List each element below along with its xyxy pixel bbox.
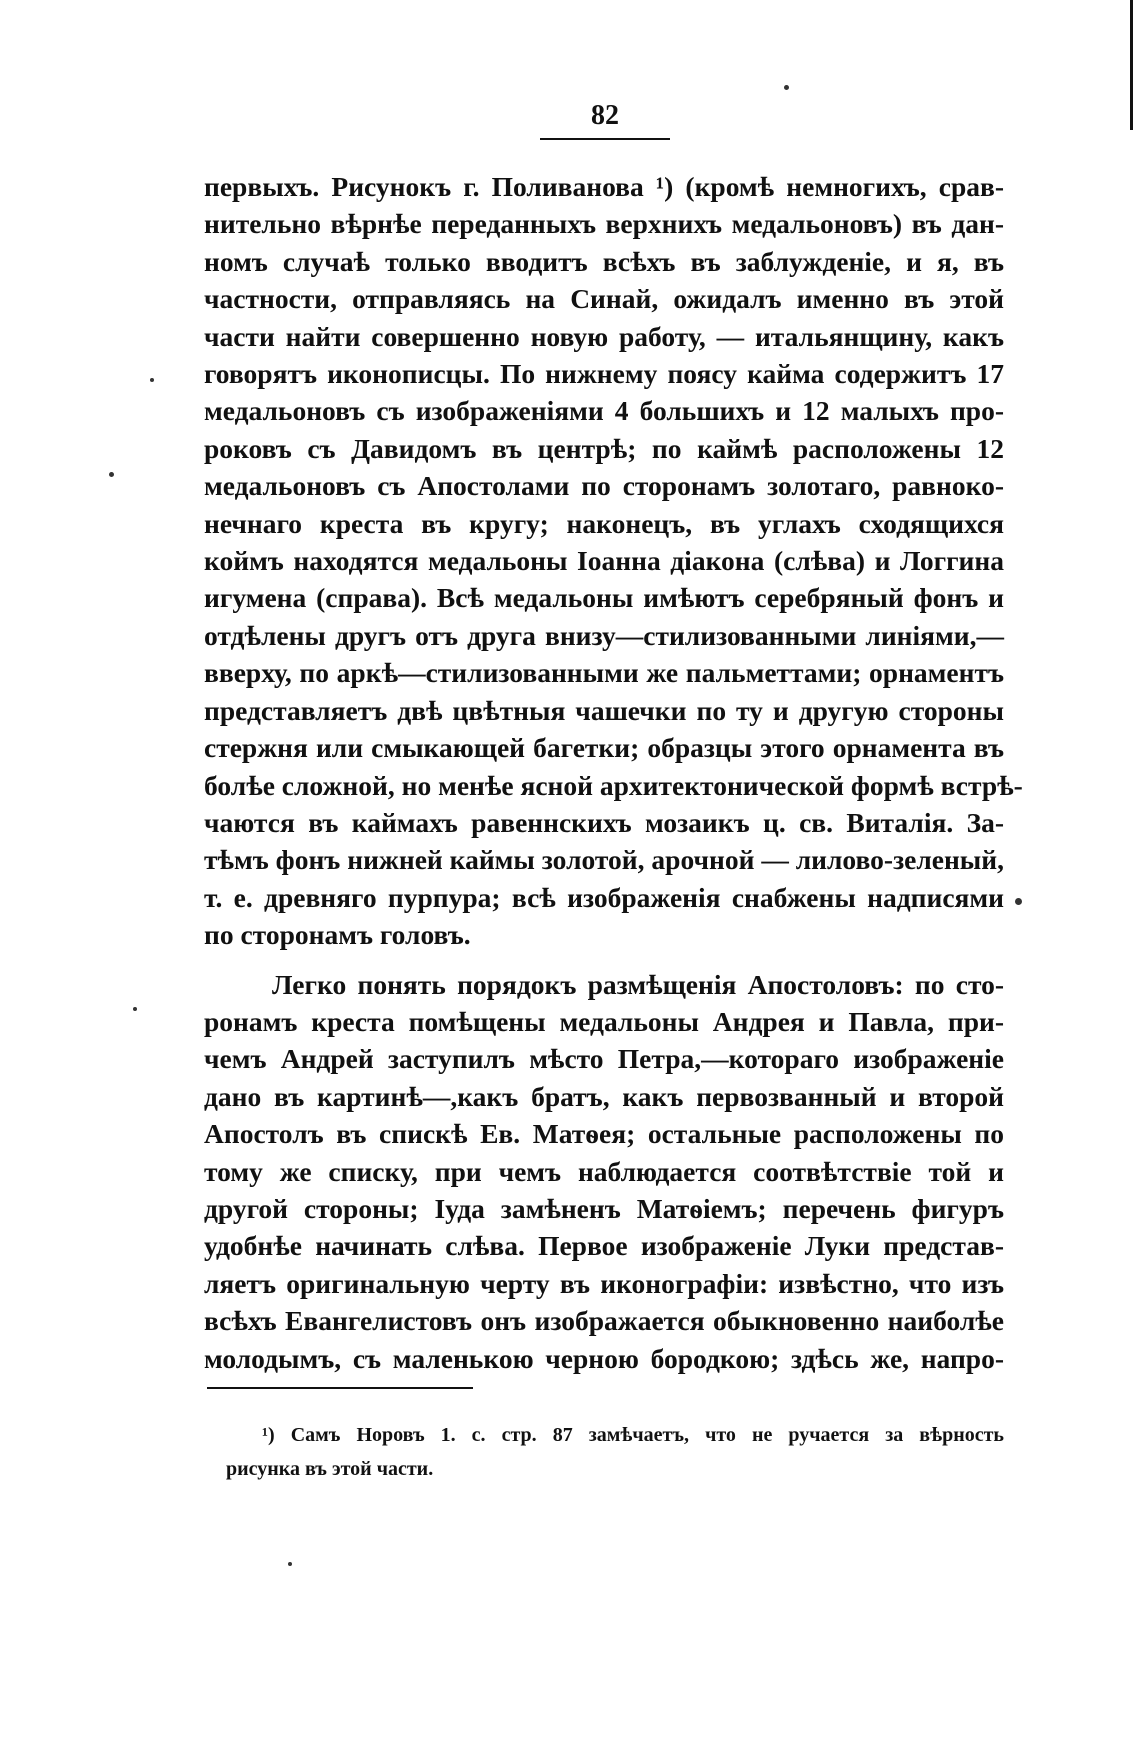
- text-line: чаются въ каймахъ равеннскихъ мозаикъ ц. св. Виталія. За-: [204, 806, 1004, 838]
- text-line: частности, отправляясь на Синай, ожидалъ именно въ этой: [204, 283, 1004, 315]
- scan-edge-line: [1130, 0, 1133, 130]
- text-line: вверху, по аркѣ—стилизованными же пальметтами; орнаментъ: [204, 657, 1004, 689]
- text-line: Легко понять порядокъ размѣщенія Апостоловъ: по сто-: [272, 968, 1004, 1000]
- text-line: нечнаго креста въ кругу; наконецъ, въ углахъ сходящихся: [204, 507, 1004, 539]
- text-line: нительно вѣрнѣе переданныхъ верхнихъ медальоновъ) въ дан-: [204, 208, 1004, 240]
- paragraph: [204, 966, 1004, 1377]
- footnote-line: ¹) Самъ Норовъ 1. с. стр. 87 замѣчаетъ, что не ручается за вѣрность: [262, 1424, 1004, 1446]
- scan-speck: [150, 378, 154, 382]
- text-line: Апостолъ въ спискѣ Ев. Матѳея; остальные расположены по: [204, 1118, 1004, 1150]
- footnote-divider: [207, 1387, 473, 1389]
- scan-speck: [109, 472, 114, 477]
- scan-speck: [784, 85, 789, 90]
- footnote-line: рисунка въ этой части.: [226, 1458, 434, 1480]
- paragraph-gap: [204, 954, 1004, 966]
- text-line: игумена (справа). Всѣ медальоны имѣютъ серебряный фонъ и: [204, 582, 1004, 614]
- text-line: по сторонамъ головъ.: [204, 919, 471, 951]
- text-line: представляетъ двѣ цвѣтныя чашечки по ту и другую стороны: [204, 694, 1004, 726]
- text-line: тѣмъ фонъ нижней каймы золотой, арочной — лилово-зеленый,: [204, 844, 1004, 876]
- text-line: номъ случаѣ только вводитъ всѣхъ въ заблужденіе, и я, въ: [204, 245, 1004, 277]
- text-line: т. е. древняго пурпура; всѣ изображенія снабжены надписями: [204, 881, 1004, 913]
- text-line: болѣе сложной, но менѣе ясной архитектонической формѣ встрѣ-: [204, 769, 1023, 801]
- text-line: роковъ съ Давидомъ въ центрѣ; по каймѣ расположены 12: [204, 432, 1004, 464]
- text-line: молодымъ, съ маленькою черною бородкою; здѣсь же, напро-: [204, 1342, 1004, 1374]
- text-line: удобнѣе начинать слѣва. Первое изображеніе Луки представ-: [204, 1230, 1004, 1262]
- scan-speck: [133, 1007, 137, 1011]
- scan-speck: [1015, 898, 1022, 905]
- text-line: другой стороны; Іуда замѣненъ Матѳіемъ; перечень фигуръ: [204, 1192, 1004, 1224]
- page-number: 82: [540, 100, 670, 140]
- text-line: чемъ Андрей заступилъ мѣсто Петра,—котораго изображеніе: [204, 1043, 1004, 1075]
- text-line: медальоновъ съ изображеніями 4 большихъ и 12 малыхъ про-: [204, 395, 1004, 427]
- text-line: отдѣлены другъ отъ друга внизу—стилизованными линіями,—: [204, 619, 1004, 651]
- text-line: дано въ картинѣ—,какъ братъ, какъ первозванный и второй: [204, 1080, 1004, 1112]
- text-line: медальоновъ съ Апостолами по сторонамъ золотаго, равноко-: [204, 470, 1004, 502]
- text-line: говорятъ иконописцы. По нижнему поясу кайма содержитъ 17: [204, 358, 1004, 390]
- text-line: первыхъ. Рисунокъ г. Поливанова ¹) (кромѣ немногихъ, срав-: [204, 171, 1004, 202]
- text-line: ронамъ креста помѣщены медальоны Андрея и Павла, при-: [204, 1005, 1004, 1037]
- footnote: [226, 1418, 1004, 1486]
- text-line: стержня или смыкающей багетки; образцы этого орнамента въ: [204, 732, 1004, 764]
- body-text: [204, 168, 1023, 1377]
- scan-speck: [288, 1562, 292, 1566]
- text-line: коймъ находятся медальоны Іоанна діакона (слѣва) и Логгина: [204, 545, 1004, 577]
- text-line: тому же списку, при чемъ наблюдается соотвѣтствіе той и: [204, 1155, 1004, 1187]
- text-line: всѣхъ Евангелистовъ онъ изображается обыкновенно наиболѣе: [204, 1305, 1004, 1337]
- paragraph: [204, 168, 1023, 954]
- text-line: ляетъ оригинальную черту въ иконографіи: извѣстно, что изъ: [204, 1267, 1004, 1299]
- text-line: части найти совершенно новую работу, — итальянщину, какъ: [204, 320, 1004, 352]
